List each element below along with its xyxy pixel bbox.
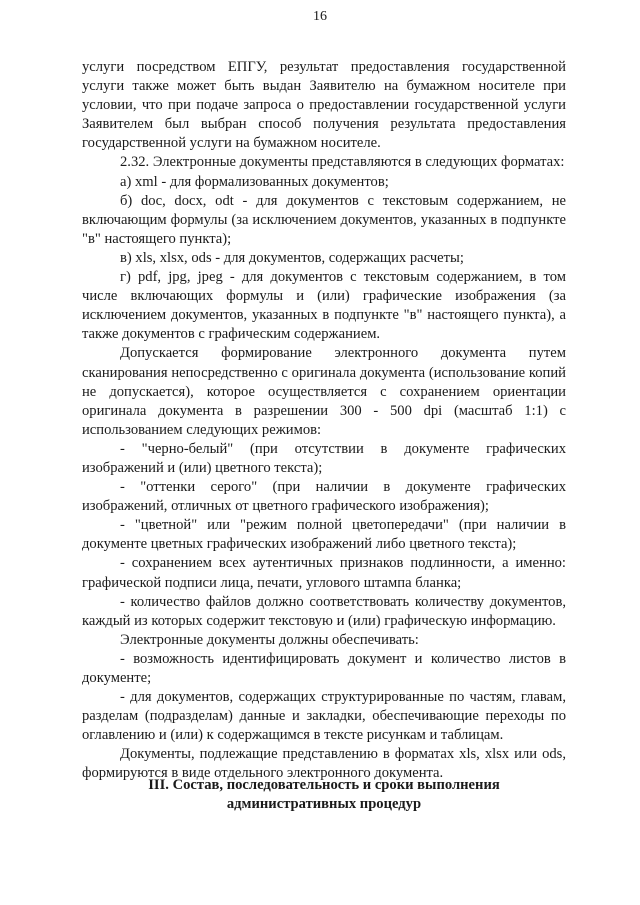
list-item: - "цветной" или "режим полной цветопередачи" (при наличии в документе цветных графических изображений либо цветного текста);	[82, 517, 566, 553]
paragraph: Допускается формирование электронного документа путем сканирования непосредственно с оригинала документа (использование копий не допускается), которое осуществляется с сохранением ориентации оригинала документа в разрешении 300 - 500 dpi (масштаб 1:1) с использованием следующих режимов:	[82, 345, 566, 438]
list-item: в) xls, xlsx, ods - для документов, содержащих расчеты;	[120, 249, 464, 266]
section-heading-line: административных процедур	[226, 796, 422, 813]
paragraph: услуги посредством ЕПГУ, результат предоставления государственной услуги также может быть выдан Заявителю на бумажном носителе при условии, что при подаче запроса о предоставлении государственной услуги Заявителем был выбран способ получения результата предоставления государственной услуги на бумажном носителе.	[82, 59, 566, 152]
document-body	[82, 58, 566, 784]
list-item: - сохранением всех аутентичных признаков подлинности, а именно: графической подписи лица, печати, углового штампа бланка;	[82, 555, 566, 591]
list-item: - количество файлов должно соответствовать количеству документов, каждый из которых содержит текстовую и (или) графическую информацию.	[82, 593, 566, 629]
list-item: - "черно-белый" (при отсутствии в документе графических изображений и (или) цветного текста);	[82, 440, 566, 476]
list-item: - для документов, содержащих структурированные по частям, главам, разделам (подразделам) данные и закладки, обеспечивающие переходы по оглавлению и (или) к содержащимся в тексте рисункам и таблицам.	[82, 689, 566, 744]
paragraph: Документы, подлежащие представлению в форматах xls, xlsx или ods, формируются в виде отдельного электронного документа.	[82, 746, 566, 782]
page-number: 16	[313, 9, 327, 24]
list-item: б) doc, docx, odt - для документов с текстовым содержанием, не включающим формулы (за исключением документов, указанных в подпункте "в" настоящего пункта);	[82, 192, 566, 247]
section-heading-line: III. Состав, последовательность и сроки выполнения	[148, 777, 500, 793]
section-heading	[82, 776, 566, 814]
paragraph: 2.32. Электронные документы представляются в следующих форматах:	[120, 154, 565, 171]
list-item: г) pdf, jpg, jpeg - для документов с текстовым содержанием, в том числе включающих формулы и (или) графические изображения (за исключением документов, указанных в подпункте "в" настоящего пункта), а также документов с графическим содержанием.	[82, 269, 566, 343]
paragraph: Электронные документы должны обеспечивать:	[120, 631, 419, 648]
list-item: - возможность идентифицировать документ и количество листов в документе;	[82, 650, 566, 686]
list-item: а) xml - для формализованных документов;	[120, 173, 389, 190]
list-item: - "оттенки серого" (при наличии в документе графических изображений, отличных от цветного графического изображения);	[82, 479, 566, 515]
